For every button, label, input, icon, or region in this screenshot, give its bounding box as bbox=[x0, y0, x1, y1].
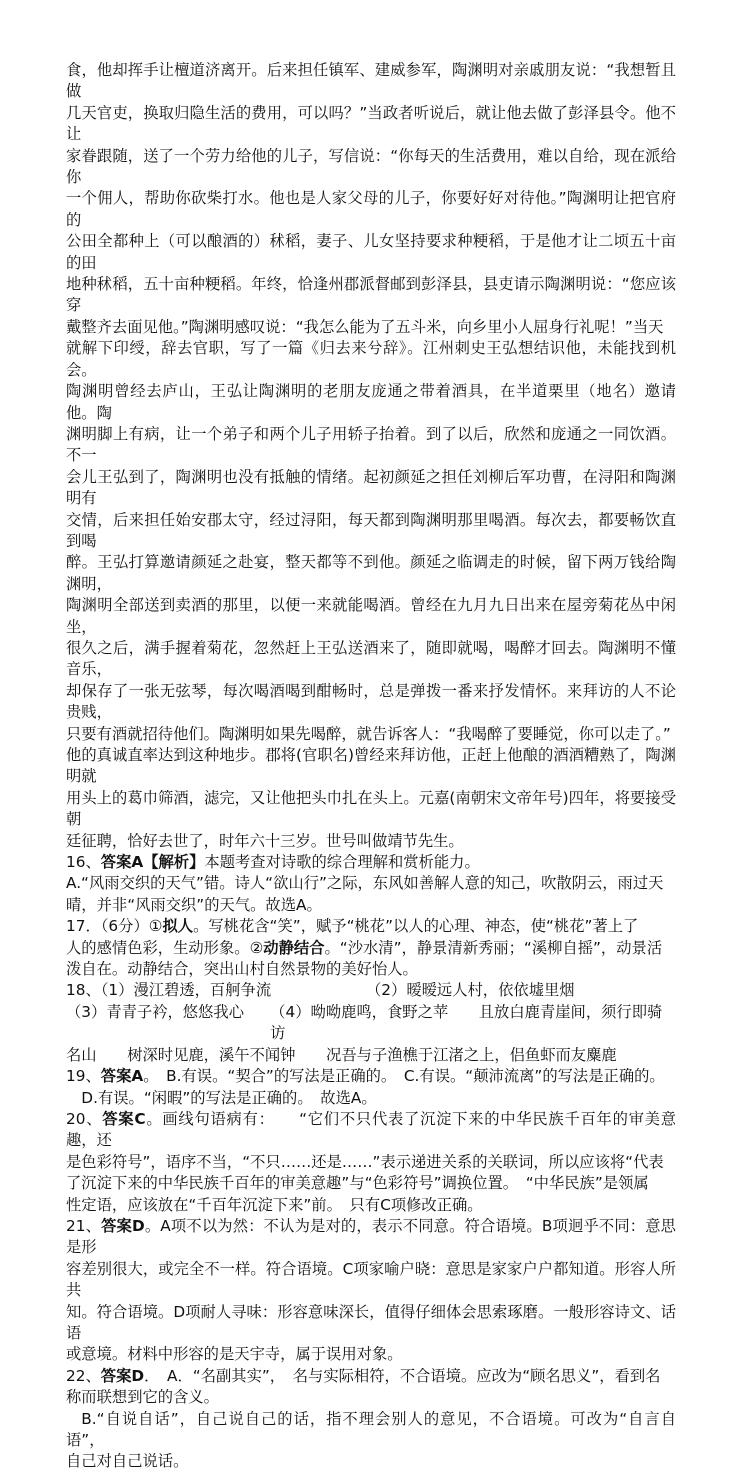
q17-line2-pre: 人的感情色彩，生动形象。② bbox=[66, 938, 264, 957]
q17-text-1: 。写桃花含“笑”，赋予“桃花”以人的心理、神态，使“桃花”著上了 bbox=[193, 917, 639, 936]
q16-line: 晴，并非“风雨交织”的天气。故选A。 bbox=[66, 895, 322, 914]
q22-answer-label: 答案D bbox=[100, 1366, 145, 1385]
q21-number: 21、 bbox=[66, 1216, 102, 1235]
q21-line: 容差别很大，或完全不一样。符合语境。C项家喻户晓：意思是家家户户都知道。形容人所共 bbox=[66, 1259, 676, 1300]
q17-line3: 泼自在。动静结合，突出山村自然景物的美好怡人。 bbox=[66, 960, 418, 979]
q22-line4: 自己对自己说话。 bbox=[66, 1452, 189, 1471]
q18-row3: 名山 树深时见鹿，溪午不闻钟 况吾与子渔樵于江渚之上，侣鱼虾而友麋鹿 bbox=[66, 1045, 617, 1064]
answer-17 bbox=[66, 916, 676, 980]
passage-line: 就解下印绶，辞去官职，写了一篇《归去来兮辞》。江州刺史王弘想结识他，未能找到机会。 bbox=[66, 339, 676, 379]
q18-item-2: （2）暧暧远人村，依依墟里烟 bbox=[366, 981, 575, 1000]
q22-line1: ． A．“名副其实”， 名与实际相符，不合语境。应改为“顾名思义”，看到名 bbox=[144, 1366, 661, 1385]
q20-answer-label: 答案C bbox=[102, 1109, 146, 1128]
answer-16 bbox=[66, 852, 676, 916]
passage-line: 陶渊明曾经去庐山，王弘让陶渊明的老朋友庞通之带着酒具，在半道栗里（地名）邀请他。陶 bbox=[66, 382, 676, 422]
q18-item-3: （3）青青子衿，悠悠我心 bbox=[66, 1002, 244, 1021]
q16-head-text: 本题考查对诗歌的综合理解和赏析能力。 bbox=[204, 853, 480, 872]
passage-line: 一个佣人，帮助你砍柴打水。他也是人家父母的儿子，你要好好对待他。”陶渊明让把官府的 bbox=[66, 189, 676, 229]
passage-line: 却保存了一张无弦琴，每次喝酒喝到酣畅时，总是弹拨一番来抒发情怀。来拜访的人不论贵贱， bbox=[66, 681, 676, 722]
passage-line: 渊明脚上有病，让一个弟子和两个儿子用轿子抬着。到了以后，欣然和庞通之一同饮酒。不一 bbox=[66, 424, 676, 465]
passage-line: 会儿王弘到了，陶渊明也没有抵触的情绪。起初颜延之担任刘柳后军功曹，在浔阳和陶渊明有 bbox=[66, 467, 676, 508]
passage-line: 家眷跟随，送了一个劳力给他的儿子，写信说：“你每天的生活费用，难以自给，现在派给你 bbox=[66, 146, 676, 187]
q19-answer-label: 答案A bbox=[100, 1067, 144, 1086]
q17-label-1: 拟人 bbox=[162, 917, 194, 936]
q16-number: 16、 bbox=[66, 853, 101, 872]
q16-answer-label: 答案A【解析】 bbox=[100, 853, 205, 872]
passage-line: 他的真诚直率达到这种地步。郡将(官职名)曾经来拜访他，正赶上他酿的酒酒糟熟了，陶渊明就 bbox=[66, 746, 676, 786]
q18-row2 bbox=[66, 1002, 676, 1045]
q22-line3: B.“自说自话”，自己说自己的话，指不理会别人的意见，不合语境。可改为“自言自语”， bbox=[66, 1409, 676, 1449]
answer-22 bbox=[66, 1366, 676, 1473]
answer-21 bbox=[66, 1216, 676, 1366]
passage-line: 陶渊明全部送到卖酒的那里，以便一来就能喝酒。曾经在九月九日出来在屋旁菊花丛中闲坐， bbox=[66, 596, 676, 636]
passage-line: 用头上的葛巾筛酒，滤完，又让他把头巾扎在头上。元嘉(南朝宋文帝年号)四年，将要接受朝 bbox=[66, 788, 676, 829]
q22-number: 22、 bbox=[66, 1366, 101, 1385]
q16-line: A.“风雨交织的天气”错。诗人“欲山行”之际，东风如善解人意的知己，吹散阴云，雨过天 bbox=[66, 874, 664, 893]
q19-line1: 。 B.有误。“契合”的写法是正确的。 C.有误。“颠沛流离”的写法是正确的。 bbox=[143, 1067, 665, 1086]
q17-line2-post: 。“沙水清”，静景清新秀丽；“溪柳自摇”，动景活 bbox=[324, 938, 663, 957]
answer-20 bbox=[66, 1109, 676, 1216]
q20-line: 性定语，应该放在“千百年沉淀下来”前。 只有C项修改正确。 bbox=[66, 1195, 483, 1214]
q19-number: 19、 bbox=[66, 1067, 101, 1086]
passage-line: 廷征聘，恰好去世了，时年六十三岁。世号叫做靖节先生。 bbox=[66, 831, 464, 850]
q18-item-1: 18、（1）漫江碧透，百舸争流 bbox=[66, 981, 272, 1000]
q20-line1: 。画线句语病有： “它们不只代表了沉淀下来的中华民族千百年的审美意趣，还 bbox=[66, 1109, 676, 1150]
q22-line2: 称而联想到它的含义。 bbox=[66, 1388, 219, 1407]
answer-19 bbox=[66, 1066, 676, 1109]
passage-line: 很久之后，满手握着菊花，忽然赶上王弘送酒来了，随即就喝，喝醉才回去。陶渊明不懂音乐， bbox=[66, 638, 676, 679]
q20-number: 20、 bbox=[66, 1109, 103, 1128]
q20-line: 了沉淀下来的中华民族千百年的审美意趣”与“色彩符号”调换位置。 “中华民族”是领属 bbox=[66, 1174, 649, 1193]
passage-line: 戴整齐去面见他。”陶渊明感叹说：“我怎么能为了五斗米，向乡里小人屈身行礼呢！”当天 bbox=[66, 317, 664, 336]
q21-line1: 。A项不以为然：不认为是对的，表示不同意。符合语境。B项迥乎不同：意思是形 bbox=[66, 1216, 676, 1257]
q17-label-2: 动静结合 bbox=[263, 938, 325, 957]
passage-line: 只要有酒就招待他们。陶渊明如果先喝醉，就告诉客人：“我喝醉了要睡觉，你可以走了。” bbox=[66, 724, 671, 743]
q21-answer-label: 答案D bbox=[101, 1216, 145, 1235]
q17-number: 17．（6分）① bbox=[66, 917, 163, 936]
q18-item-4: （4）呦呦鹿鸣，食野之苹 且放白鹿青崖间，须行即骑访 bbox=[270, 1002, 663, 1043]
passage-line: 食，他却挥手让檀道济离开。后来担任镇军、建威参军，陶渊明对亲戚朋友说：“我想暂且做 bbox=[66, 61, 676, 101]
translation-passage bbox=[66, 60, 676, 852]
q20-line: 是色彩符号”，语序不当，“不只……还是……”表示递进关系的关联词，所以应该将“代表 bbox=[66, 1152, 664, 1171]
passage-lines bbox=[66, 60, 676, 852]
passage-line: 地种秫稻，五十亩种粳稻。年终，恰逢州郡派督邮到彭泽县，县吏请示陶渊明说：“您应该穿 bbox=[66, 275, 676, 315]
q18-row1 bbox=[66, 980, 676, 1001]
passage-line: 几天官吏，换取归隐生活的费用，可以吗？”当政者听说后，就让他去做了彭泽县令。他不让 bbox=[66, 103, 676, 144]
q21-line: 知。符合语境。D项耐人寻味：形容意味深长，值得仔细体会思索琢磨。一般形容诗文、话语 bbox=[66, 1302, 676, 1342]
answer-18 bbox=[66, 980, 676, 1066]
passage-line: 醉。王弘打算邀请颜延之赴宴，整天都等不到他。颜延之临调走的时候，留下两万钱给陶渊明， bbox=[66, 553, 676, 593]
document-page bbox=[66, 60, 676, 1473]
q19-line2: D.有误。“闲暇”的写法是正确的。 故选A。 bbox=[81, 1088, 377, 1107]
passage-line: 交情，后来担任始安郡太守，经过浔阳，每天都到陶渊明那里喝酒。每次去，都要畅饮直到喝 bbox=[66, 510, 676, 550]
q21-line: 或意境。材料中形容的是天宇寺，属于误用对象。 bbox=[66, 1345, 403, 1364]
passage-line: 公田全都种上（可以酿酒的）秫稻，妻子、儿女坚持要求种粳稻，于是他才让二顷五十亩的田 bbox=[66, 232, 676, 272]
